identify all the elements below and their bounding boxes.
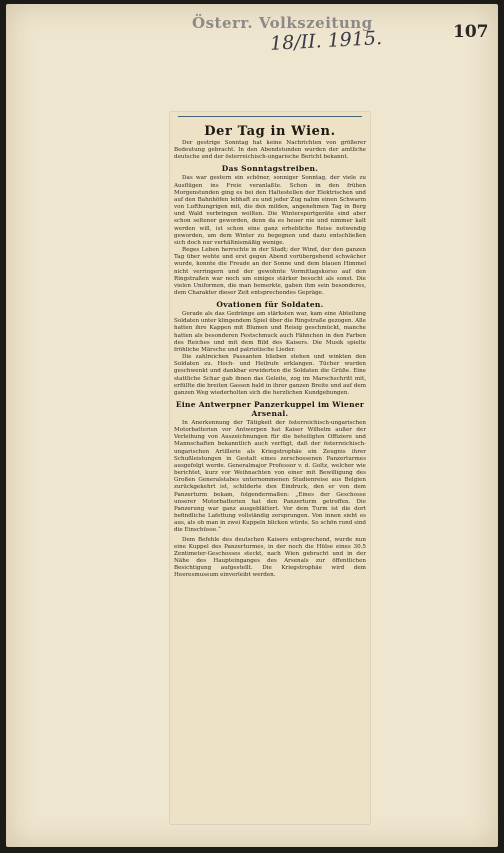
page-number: 107 [453, 22, 489, 42]
article-headline: Der Tag in Wien. [204, 124, 336, 139]
archive-page [6, 4, 498, 847]
clipping-top-rule [178, 116, 362, 117]
section-paragraph: Reges Leben herrschte in der Stadt; der Wind, der den ganzen Tag über wehte und erst gegen Abend vorübergehend schwächer wurde, konnte die Freude an der Sonne und dem blauen Himmel nicht verringern und der gewohnte Vormittagskorso auf den Ringstraßen war noch um einiges stärker besucht als sonst. Die vielen Uniformen, die man bemerkte, gaben ihm sein besonderes, dem Charakter dieser Zeit entsprechendes Gepräge. [174, 247, 366, 296]
newspaper-clipping [170, 112, 370, 824]
section-paragraph: In Anerkennung der Tätigkeit der österreichisch-ungarischen Motorbatterien vor Antwerpen hat Kaiser Wilhelm außer der Verleihung von Auszeichnungen für die beteiligten Offiziere und Mannschaften bekanntlich auch verfügt, daß der österreichisch-ungarischen Artillerie als Kriegstrophäe ein Zeugnis ihrer Schußleistungen in Gestalt eines zerschossenen Panzerturmes ausgefolgt werde. Generalmajor Professor v. d. Goltz, welcher wie berichtet, kurz vor Weihnachten von einer mit Bewilligung des Großen Generalstabes unternommenen Studienreise aus Belgien zurückgekehrt ist, schilderte den Eindruck, den er von dem Panzerturm bekam, folgendermaßen: „Eines der Geschosse unserer Motorbatterien hat den Panzerturm getroffen. Die Panzerung war ganz ausgeblättert. Vor dem Turm ist die dort befindliche Lafettung vollständig zersprungen. Von innen sieht es aus, als ob man in zwei Kuppeln blicken würde. So schön rund sind die Einschüsse.“ [174, 420, 366, 534]
section-heading: Ovationen für Soldaten. [216, 300, 324, 310]
section-heading: Das Sonntagstreiben. [221, 164, 319, 174]
handwritten-date: 18/II. 1915. [269, 27, 383, 55]
section-heading: Eine Antwerpner Panzerkuppel im Wiener Arsenal. [175, 400, 365, 418]
section-paragraph: Dem Befehle des deutschen Kaisers entsprechend, wurde nun eine Kuppel des Panzerturmes, in der noch die Hülse eines 30.5 Zentimeter-Geschosses steckt, nach Wien gebracht und in der Nähe des Haupteinganges des Arsenals zur öffentlichen Besichtigung aufgestellt. Die Kriegstrophäe wird dem Heeresmuseum einverleibt werden. [174, 536, 366, 579]
newspaper-masthead: Österr. Volkszeitung [192, 14, 373, 32]
section-paragraph: Gerade als das Gedränge am stärksten war, kam eine Abteilung Soldaten unter klingendem Spiel über die Ringstraße gezogen. Alle hatten ihre Kappen mit Blumen und Reisig geschmückt, manche hatten als besonderen Festschmuck auch Fähnchen in den Farben des Reiches und mit dem Bild des Kaisers. Die Musik spielte fröhliche Märsche und patriotische Lieder. [174, 311, 366, 353]
article-intro: Der gestrige Sonntag hat keine Nachrichten von größerer Bedeutung gebracht. In den Abendstunden wurden der amtliche deutsche und der österreichisch-ungarische Bericht bekannt. [174, 140, 366, 161]
section-paragraph: Das war gestern ein schöner, sonniger Sonntag, der viele zu Ausflügen ins Freie veranlaßte. Schon in den frühen Morgenstunden ging es bei den Haltestellen der Elektrischen und auf den Bahnhöfen lebhaft zu und jeder Zug nahm einen Schwarm von Lufthungrigen mit, die den milden, angenehmen Tag in Berg und Wald verbringen wollten. Die Wintersportgeräte sind aber schon seltener geworden, denn da es heuer nie und nimmer kalt werden will, ist schon eine ganz erhebliche Reise notwendig geworden, um dem Winter zu begegnen und dazu entschließen sich doch nur verhältnismäßig wenige. [174, 175, 366, 246]
section-paragraph: Die zahlreichen Passanten blieben stehen und winkten den Soldaten zu. Hoch- und Heilrufe erklangen. Tücher wurden geschwenkt und dankbar erwiderten die Soldaten die Grüße. Eine stattliche Schar gab ihnen das Geleite, zog im Marschschritt mit, erfüllte die breiten Gassen bald in ihrer ganzen Breite und auf dem ganzen Weg wiederholten sich die herzlichen Kundgebungen. [174, 354, 366, 396]
